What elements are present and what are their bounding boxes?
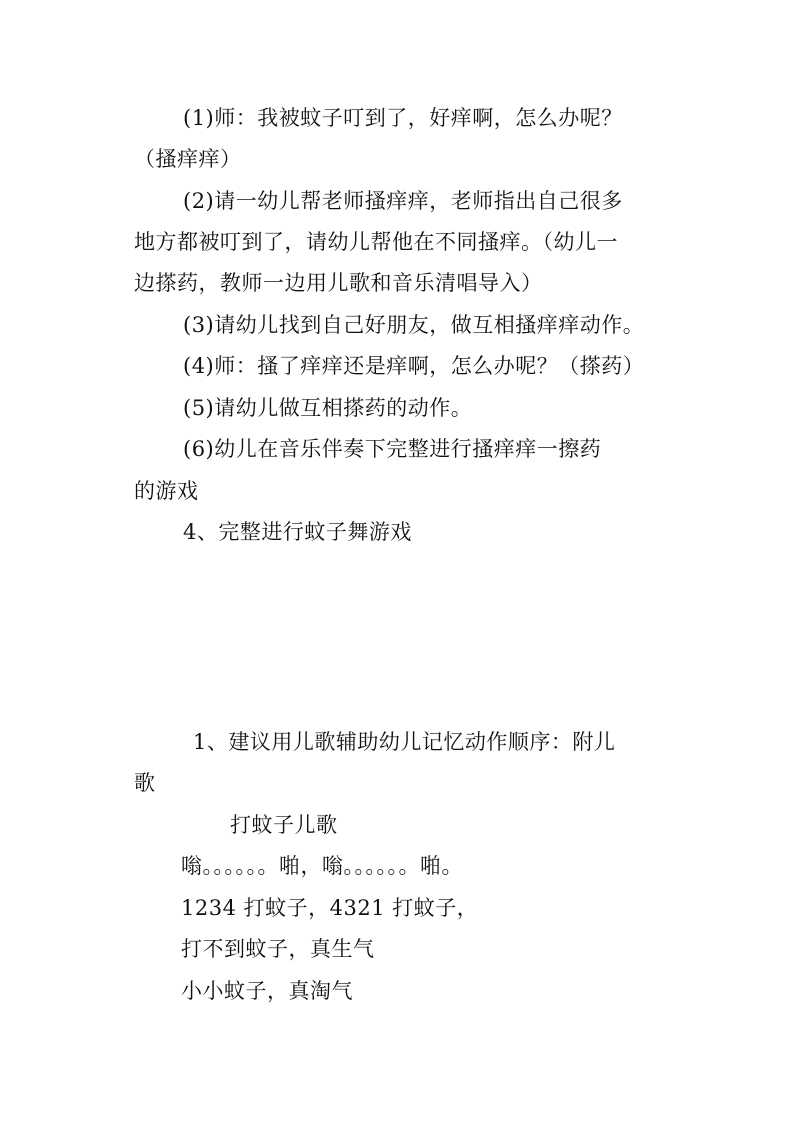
paragraph-1-line-2: （搔痒痒）	[134, 147, 242, 171]
paragraph-2-line-3: 边搽药，教师一边用儿歌和音乐清唱导入）	[134, 271, 543, 295]
paragraph-5-line-1: (5)请幼儿做互相搽药的动作。	[183, 396, 473, 420]
song-line-2: 1234 打蚊子，4321 打蚊子，	[181, 896, 479, 920]
paragraph-2-line-2: 地方都被叮到了，请幼儿帮他在不同搔痒。（幼儿一	[134, 230, 618, 254]
song-line-4: 小小蚊子，真淘气	[181, 979, 353, 1003]
suggestion-line-2: 歌	[134, 771, 156, 795]
paragraph-6-line-2: 的游戏	[134, 479, 199, 503]
paragraph-6-line-1: (6)幼儿在音乐伴奏下完整进行搔痒痒一擦药	[183, 437, 602, 461]
paragraph-1-line-1: (1)师：我被蚊子叮到了，好痒啊，怎么办呢？	[183, 106, 623, 130]
song-title: 打蚊子儿歌	[230, 813, 338, 837]
section-4-heading: 4、完整进行蚊子舞游戏	[183, 520, 412, 544]
song-line-1: 嗡。。。。。。啪，嗡。。。。。。啪。	[181, 854, 463, 878]
suggestion-line-1: 1、建议用儿歌辅助幼儿记忆动作顺序：附儿	[193, 730, 616, 754]
paragraph-3-line-1: (3)请幼儿找到自己好朋友，做互相搔痒痒动作。	[183, 313, 645, 337]
song-line-3: 打不到蚊子，真生气	[181, 937, 375, 961]
paragraph-2-line-1: (2)请一幼儿帮老师搔痒痒，老师指出自己很多	[183, 189, 623, 213]
paragraph-4-line-1: (4)师：搔了痒痒还是痒啊，怎么办呢？（搽药）	[183, 354, 645, 378]
